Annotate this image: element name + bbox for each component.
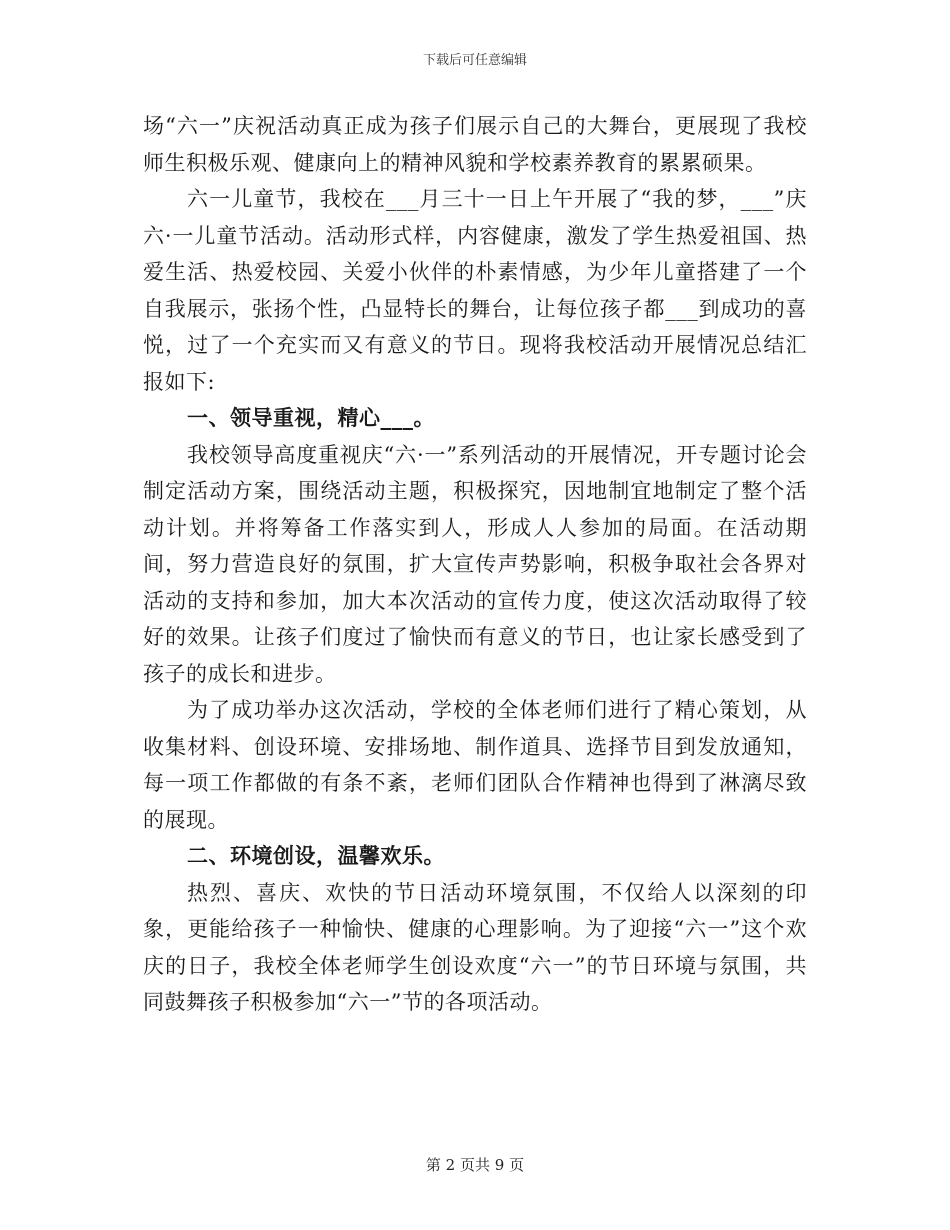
document-body <box>143 108 807 1021</box>
section-heading-environment: 二、环境创设，温馨欢乐。 <box>187 843 445 868</box>
paragraph-planning: 为了成功举办这次活动，学校的全体老师们进行了精心策划，从收集材料、创设环境、安排场地、制作道具、选择节目到发放通知，每一项工作都做的有条不紊，老师们团队合作精神也得到了淋漓尽致的展现。 <box>143 698 807 832</box>
paragraph-continuation: 场“六一”庆祝活动真正成为孩子们展示自己的大舞台，更展现了我校师生积极乐观、健康向上的精神风貌和学校素养教育的累累硕果。 <box>143 114 807 175</box>
paragraph-leadership: 我校领导高度重视庆“六·一”系列活动的开展情况，开专题讨论会制定活动方案，围绕活动主题，积极探究，因地制宜地制定了整个活动计划。并将筹备工作落实到人，形成人人参加的局面。在活动期间，努力营造良好的氛围，扩大宣传声势影响，积极争取社会各界对活动的支持和参加，加大本次活动的宣传力度，使这次活动取得了较好的效果。让孩子们度过了愉快而有意义的节日，也让家长感受到了孩子的成长和进步。 <box>143 442 807 686</box>
paragraph-intro: 六一儿童节，我校在___月三十一日上午开展了“我的梦，___”庆六·一儿童节活动。活动形式样，内容健康，激发了学生热爱祖国、热爱生活、热爱校园、关爱小伙伴的朴素情感，为少年儿童搭建了一个自我展示，张扬个性，凸显特长的舞台，让每位孩子都___到成功的喜悦，过了一个充实而又有意义的节日。现将我校活动开展情况总结汇报如下: <box>143 187 807 394</box>
page-number: 第 2 页共 9 页 <box>425 1156 525 1174</box>
page-header: 下载后可任意编辑 <box>422 53 527 68</box>
paragraph-environment: 热烈、喜庆、欢快的节日活动环境氛围，不仅给人以深刻的印象，更能给孩子一种愉快、健康的心理影响。为了迎接“六一”这个欢庆的日子，我校全体老师学生创设欢度“六一”的节日环境与氛围，共同鼓舞孩子积极参加“六一”节的各项活动。 <box>143 880 807 1014</box>
section-heading-leadership: 一、领导重视，精心___。 <box>187 405 435 430</box>
